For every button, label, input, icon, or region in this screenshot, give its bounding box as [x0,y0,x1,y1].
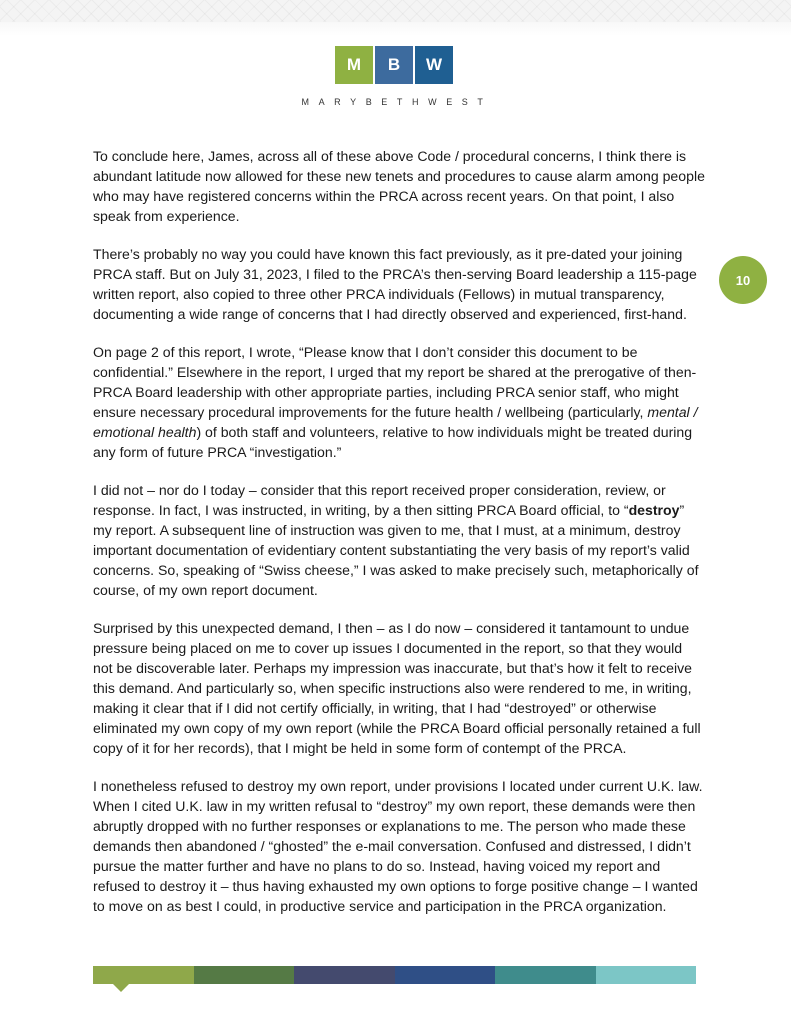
logo-letter-b: B [375,46,413,84]
paragraph-3-emphasis: mental / emotional health [93,404,698,440]
footer-segment-3 [294,966,395,984]
paragraph-3-text-start: On page 2 of this report, I wrote, “Please know that I don’t consider this document to be confidential.” Elsewhere in the report, I urged that my report be shared at the prerogative of then-PRCA Board leadership with other appropriate parties, including PRCA senior staff, who might ensure necessary procedural improvements for the future health / wellbeing (particularly, [93,344,697,420]
document-body [93,146,705,934]
footer-segment-2 [194,966,295,984]
footer-pointer-triangle [113,984,129,992]
paragraph-4-bold-word: destroy [628,502,680,518]
footer-segment-5 [495,966,596,984]
paragraph-4-text-end: ” my report. A subsequent line of instruction was given to me, that I must, at a minimum, destroy important documentation of evidentiary content substantiating the very basis of my report’s valid concerns. So, speaking of “Swiss cheese,” I was asked to make precisely such, metaphorically of course, of my own report document. [93,502,699,598]
decorative-header-pattern [0,0,791,22]
paragraph-4 [93,480,705,600]
logo-letter-w: W [415,46,453,84]
paragraph-6: I nonetheless refused to destroy my own report, under provisions I located under current U.K. law. When I cited U.K. law in my written refusal to “destroy” my own report, these demands were then abruptly dropped with no further responses or explanations to me. The person who made these demands then abandoned / “ghosted” the e-mail conversation. Confused and distressed, I didn’t pursue the matter further and have no plans to do so. Instead, having voiced my report and refused to destroy it – thus having exhausted my own options to forge positive change – I wanted to move on as best I could, in productive service and participation in the PRCA organization. [93,778,703,914]
mbw-logo [335,46,453,84]
paragraph-5: Surprised by this unexpected demand, I then – as I do now – considered it tantamount to undue pressure being placed on me to cover up issues I documented in the report, so that they would not be discoverable later. Perhaps my impression was inaccurate, but that’s how it felt to receive this demand. And particularly so, when specific instructions also were rendered to me, in writing, making it clear that if I did not certify officially, in writing, that I had “destroyed” or otherwise eliminated my own copy of my own report (while the PRCA Board official personally retained a full copy of it for her records), that I might be held in some form of contempt of the PRCA. [93,620,701,756]
logo-letter-m: M [335,46,373,84]
page-number-badge: 10 [719,256,767,304]
footer-segment-6 [596,966,697,984]
footer-color-bar [93,966,696,984]
footer-segment-4 [395,966,496,984]
paragraph-3 [93,342,705,462]
brand-name: MARYBETHWEST [301,97,493,107]
paragraph-1: To conclude here, James, across all of these above Code / procedural concerns, I think there is abundant latitude now allowed for these new tenets and procedures to cause alarm among people who may have registered concerns within the PRCA across recent years. On that point, I also speak from experience. [93,148,705,224]
paragraph-4-text-start: I did not – nor do I today – consider that this report received proper consideration, review, or response. In fact, I was instructed, in writing, by a then sitting PRCA Board official, to “ [93,482,666,518]
paragraph-2: There’s probably no way you could have known this fact previously, as it pre-dated your joining PRCA staff. But on July 31, 2023, I filed to the PRCA’s then-serving Board leadership a 115-page written report, also copied to three other PRCA individuals (Fellows) in mutual transparency, documenting a wide range of concerns that I had directly observed and experienced, first-hand. [93,246,697,322]
footer-segment-1 [93,966,194,984]
paragraph-3-text-end: ) of both staff and volunteers, relative to how individuals might be treated during any form of future PRCA “investigation.” [93,424,693,460]
